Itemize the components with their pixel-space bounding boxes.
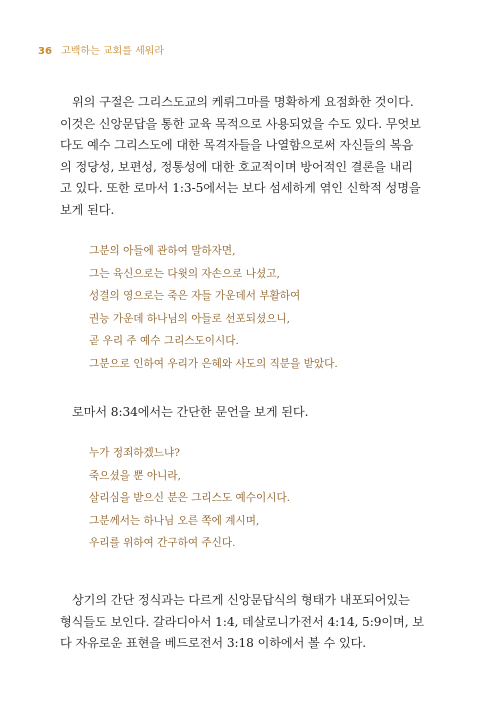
paragraph-line: 다도 예수 그리스도에 대한 목격자들을 나열함으로써 자신들의 복음 [60,138,414,152]
paragraph-line: 다 자유로운 표현을 베드로전서 3:18 이하에서 볼 수 있다. [60,636,367,650]
quote-line: 곧 우리 주 예수 그리스도이시다. [89,335,239,347]
paragraph-2 [60,402,440,424]
paragraph-line: 의 정당성, 보편성, 정통성에 대한 호교적이며 방어적인 결론을 내리 [60,159,413,174]
paragraph-1 [60,92,440,221]
quote-line: 권능 가운데 하나님의 아들로 선포되셨으니, [89,312,291,325]
quote-line: 그분으로 인하여 우리가 은혜와 사도의 직분을 받았다. [89,357,338,370]
paragraph-line: 이것은 신앙문답을 통한 교육 목적으로 사용되었을 수도 있다. 무엇보 [60,116,421,131]
quote-line: 우리를 위하여 간구하여 주신다. [89,537,236,549]
running-title: 고백하는 교회를 세워라 [61,46,165,57]
quote-line: 그분의 아들에 관하여 말하자면, [89,245,236,257]
paragraph-line: 로마서 8:34에서는 간단한 문언을 보게 된다. [72,405,309,419]
quote-line: 누가 정죄하겠느냐? [89,447,180,459]
page-number: 36 [38,46,52,57]
scripture-quote-2 [89,442,429,555]
paragraph-line: 고 있다. 또한 로마서 1:3-5에서는 보다 섬세하게 엮인 신학적 성명을 [60,181,421,195]
quote-line: 살리심을 받으신 분은 그리스도 예수이시다. [89,492,291,504]
scripture-quote-1 [89,240,429,375]
paragraph-line: 보게 된다. [60,202,115,217]
paragraph-line: 형식들도 보인다. 갈라디아서 1:4, 데살로니가전서 4:14, 5:9이며, 보 [60,614,424,629]
paragraph-line: 위의 구절은 그리스도교의 케뤼그마를 명확하게 요점화한 것이다. [72,95,414,109]
quote-line: 성결의 영으로는 죽은 자들 가운데서 부활하여 [89,290,301,302]
quote-line: 죽으셨을 뿐 아니라, [89,469,181,482]
paragraph-line: 상기의 간단 정식과는 다르게 신앙문답식의 형태가 내포되어있는 [72,593,410,607]
paragraph-3 [60,590,440,655]
quote-line: 그는 육신으로는 다윗의 자손으로 나셨고, [89,267,280,280]
quote-line: 그분께서는 하나님 오른 쪽에 계시며, [89,514,260,527]
running-header [38,42,164,57]
